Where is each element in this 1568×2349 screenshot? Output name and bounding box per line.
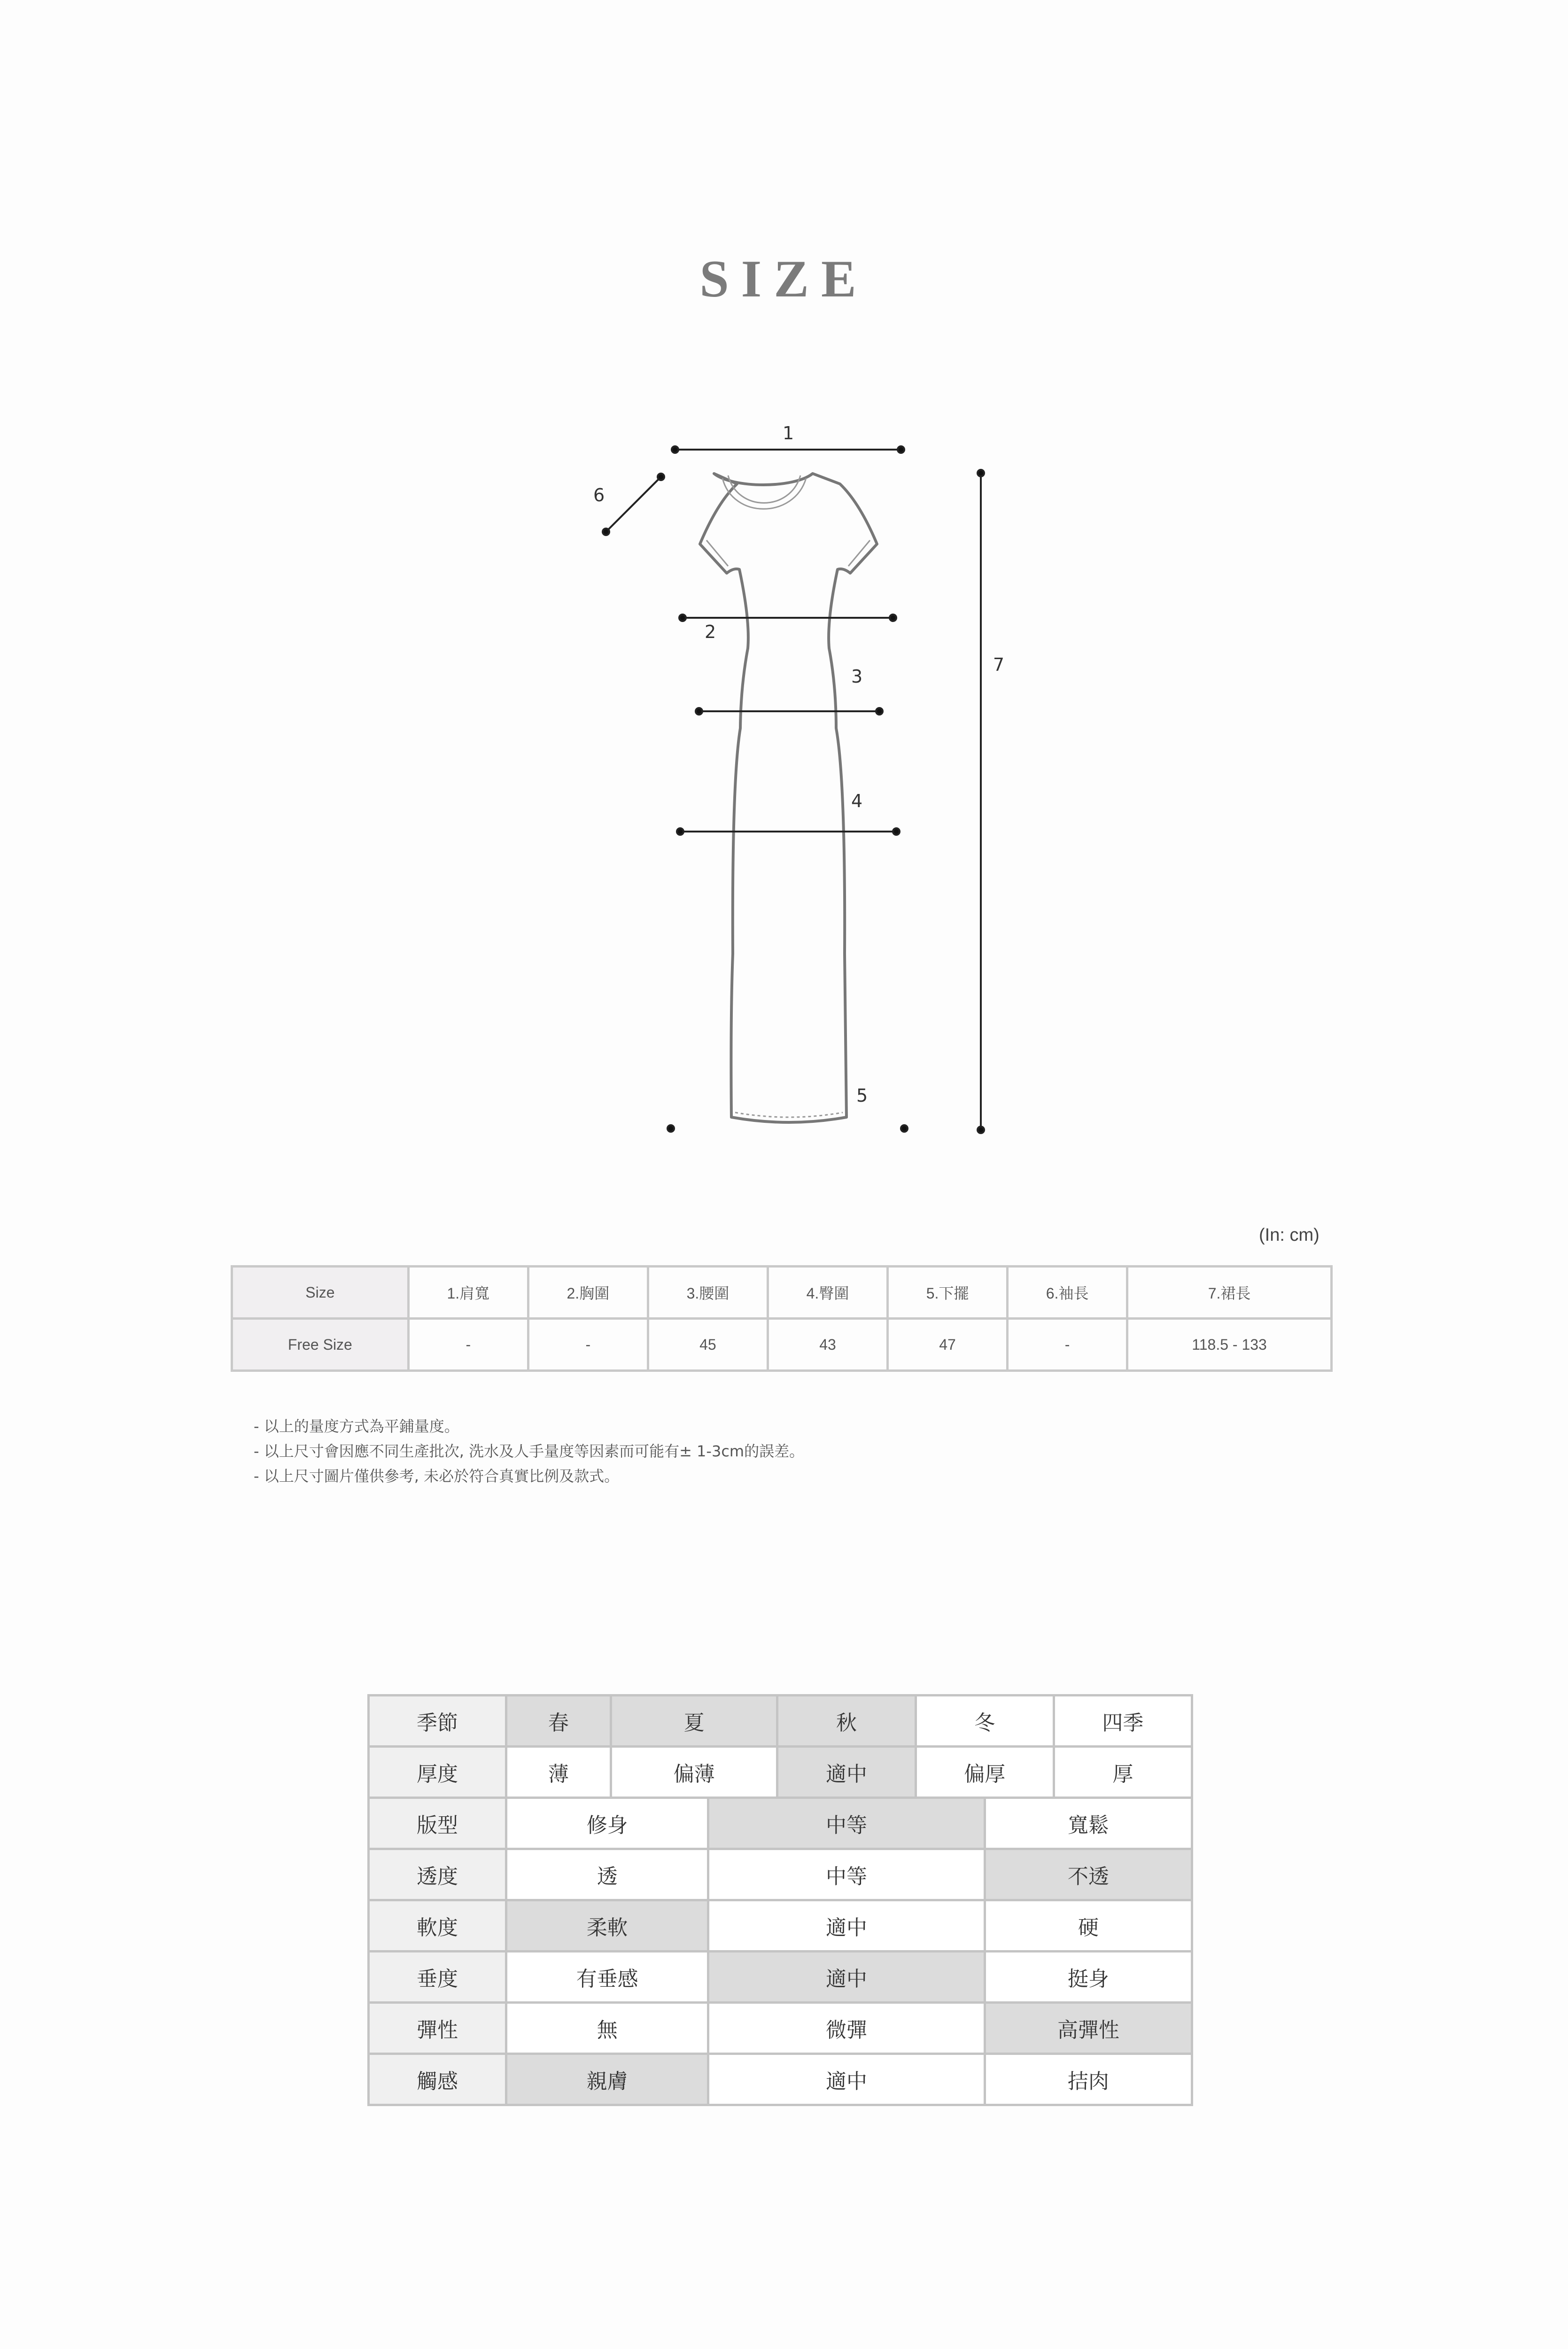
size-cell: Free Size (232, 1319, 409, 1371)
note-line: - 以上的量度方式為平鋪量度。 (254, 1417, 459, 1435)
size-table (231, 1265, 1333, 1372)
label-5: 5 (856, 1085, 868, 1106)
size-cell: - (528, 1319, 648, 1371)
fabric-attribute-table (367, 1694, 1193, 2106)
size-table-row (232, 1319, 1332, 1371)
attribute-option: 四季 (1054, 1696, 1192, 1747)
attribute-option-selected: 適中 (708, 1952, 985, 2003)
attribute-option: 拮肉 (985, 2054, 1192, 2105)
label-6: 6 (593, 485, 605, 506)
attribute-option: 薄 (506, 1747, 611, 1798)
size-cell: 45 (648, 1319, 768, 1371)
attribute-option-selected: 適中 (777, 1747, 916, 1798)
size-header-cell: 3.腰圍 (648, 1267, 768, 1319)
attribute-row (369, 2054, 1192, 2105)
measurement-notes (254, 1414, 804, 1489)
label-3: 3 (851, 666, 863, 687)
attribute-option: 中等 (708, 1849, 985, 1900)
measurement-lines (603, 446, 984, 1133)
attribute-label: 觸感 (369, 2054, 506, 2105)
attribute-option: 適中 (708, 2054, 985, 2105)
attribute-label: 版型 (369, 1798, 506, 1849)
attribute-option-selected: 柔軟 (506, 1900, 708, 1952)
label-7: 7 (993, 654, 1004, 675)
attribute-option: 挺身 (985, 1952, 1192, 2003)
attribute-option-selected: 不透 (985, 1849, 1192, 1900)
attribute-option-selected: 春 (506, 1696, 611, 1747)
attribute-row (369, 1849, 1192, 1900)
page-title: SIZE (699, 250, 869, 308)
attribute-option: 硬 (985, 1900, 1192, 1952)
attribute-option: 無 (506, 2003, 708, 2054)
attribute-option-selected: 夏 (611, 1696, 777, 1747)
attribute-row (369, 1798, 1192, 1849)
attribute-option: 偏薄 (611, 1747, 777, 1798)
attribute-label: 垂度 (369, 1952, 506, 2003)
attribute-label: 厚度 (369, 1747, 506, 1798)
attribute-option-selected: 高彈性 (985, 2003, 1192, 2054)
size-header-cell: 7.裙長 (1127, 1267, 1332, 1319)
size-cell: - (1008, 1319, 1127, 1371)
attribute-label: 軟度 (369, 1900, 506, 1952)
note-line: - 以上尺寸會因應不同生產批次, 洗水及人手量度等因素而可能有± 1-3cm的誤差。 (254, 1442, 805, 1460)
attribute-option: 偏厚 (916, 1747, 1054, 1798)
size-header-cell: 1.肩寬 (408, 1267, 528, 1319)
attribute-option-selected: 秋 (777, 1696, 916, 1747)
attribute-option: 適中 (708, 1900, 985, 1952)
measurement-labels (593, 423, 1004, 1106)
size-cell: 118.5 - 133 (1127, 1319, 1332, 1371)
size-header-cell: 2.胸圍 (528, 1267, 648, 1319)
dress-outline (700, 474, 877, 1122)
attribute-option: 冬 (916, 1696, 1054, 1747)
label-1: 1 (783, 423, 794, 443)
attribute-option: 厚 (1054, 1747, 1192, 1798)
unit-label: (In: cm) (1259, 1225, 1320, 1245)
size-header-cell: Size (232, 1267, 409, 1319)
size-header-cell: 4.臀圍 (768, 1267, 887, 1319)
attribute-label: 透度 (369, 1849, 506, 1900)
label-4: 4 (851, 791, 863, 811)
attribute-row (369, 1900, 1192, 1952)
attribute-option-selected: 親膚 (506, 2054, 708, 2105)
size-cell: 47 (888, 1319, 1008, 1371)
attribute-row (369, 1952, 1192, 2003)
dress-measurement-diagram (573, 423, 1005, 1137)
note-line: - 以上尺寸圖片僅供參考, 未必於符合真實比例及款式。 (254, 1467, 620, 1485)
attribute-option: 有垂感 (506, 1952, 708, 2003)
attribute-option: 透 (506, 1849, 708, 1900)
size-cell: - (408, 1319, 528, 1371)
attribute-option: 微彈 (708, 2003, 985, 2054)
size-header-cell: 5.下擺 (888, 1267, 1008, 1319)
attribute-row (369, 1696, 1192, 1747)
attribute-label: 彈性 (369, 2003, 506, 2054)
size-cell: 43 (768, 1319, 887, 1371)
attribute-option: 修身 (506, 1798, 708, 1849)
size-table-header-row (232, 1267, 1332, 1319)
size-header-cell: 6.袖長 (1008, 1267, 1127, 1319)
attribute-option: 寬鬆 (985, 1798, 1192, 1849)
attribute-row (369, 1747, 1192, 1798)
label-2: 2 (705, 622, 716, 642)
attribute-label: 季節 (369, 1696, 506, 1747)
attribute-option-selected: 中等 (708, 1798, 985, 1849)
attribute-row (369, 2003, 1192, 2054)
